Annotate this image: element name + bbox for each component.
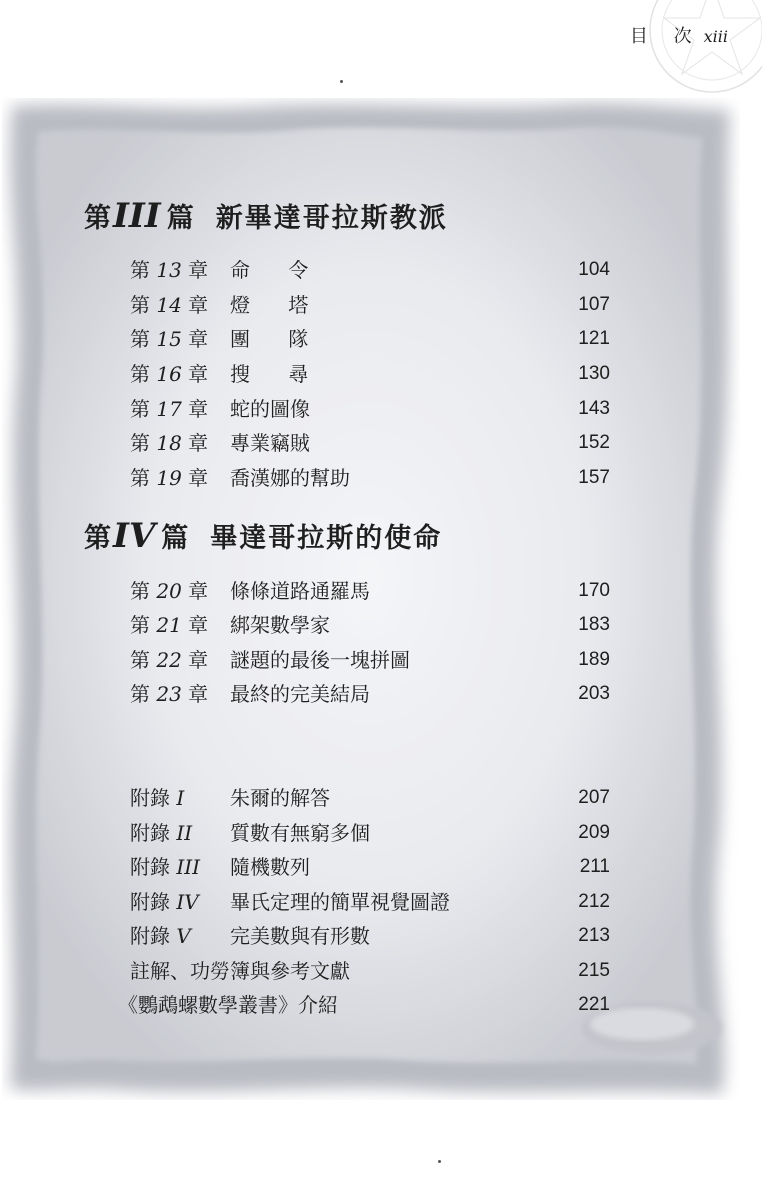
chapter-label: 第 21 章 [130,613,209,637]
toc-back-matter-entry[interactable] [130,956,610,986]
toc-chapter-entry[interactable] [130,394,610,424]
toc-appendix-entry[interactable] [130,887,610,917]
toc-appendix-entry[interactable] [130,783,610,813]
appendix-label: 附錄 I [130,786,185,810]
chapter-title: 條條道路通羅馬 [230,579,370,603]
scan-speck [438,1160,441,1163]
toc-chapter-entry[interactable] [130,610,610,640]
appendix-title: 完美數與有形數 [230,924,370,948]
part-suffix: 篇 [166,203,194,234]
toc-chapter-entry[interactable] [130,679,610,709]
toc-chapter-entry[interactable] [130,290,610,320]
chapter-title: 謎題的最後一塊拼圖 [230,648,410,672]
toc-appendix-entry[interactable] [130,921,610,951]
chapter-page-number: 157 [578,467,610,488]
chapter-label: 第 17 章 [130,397,209,421]
part-number: IV [113,516,156,556]
chapter-page-number: 130 [578,363,610,384]
appendix-page-number: 211 [579,856,610,877]
chapter-title: 蛇的圖像 [230,397,310,421]
appendix-page-number: 213 [578,925,610,946]
chapter-page-number: 143 [578,398,610,419]
chapter-label: 第 13 章 [130,258,209,282]
appendix-page-number: 207 [578,787,610,808]
chapter-page-number: 121 [578,328,610,349]
appendix-label: 附錄 II [130,821,193,845]
toc-chapter-entry[interactable] [130,255,610,285]
running-header-title: 目 次 [629,26,702,47]
appendix-page-number: 209 [578,822,610,843]
chapter-title: 綁架數學家 [230,613,330,637]
chapter-page-number: 189 [578,649,610,670]
chapter-title: 命 令 [230,258,325,282]
chapter-title: 最終的完美結局 [230,682,370,706]
scan-speck [340,80,343,83]
toc-chapter-entry[interactable] [130,324,610,354]
chapter-title: 喬漢娜的幫助 [230,466,350,490]
appendix-title: 隨機數列 [230,855,310,879]
seal-watermark-icon [642,0,762,100]
part-number: III [113,196,161,236]
back-matter-title: 註解、功勞簿與參考文獻 [130,959,350,983]
appendix-label: 附錄 V [130,924,191,948]
toc-chapter-entry[interactable] [130,428,610,458]
running-header [630,22,728,48]
chapter-title: 燈 塔 [230,293,325,317]
part-name: 新畢達哥拉斯教派 [215,203,448,234]
chapter-title: 專業竊賊 [230,431,310,455]
appendix-title: 質數有無窮多個 [230,821,370,845]
chapter-label: 第 22 章 [130,648,209,672]
back-matter-page-number: 221 [578,994,610,1015]
toc-chapter-entry[interactable] [130,576,610,606]
back-matter-page-number: 215 [578,960,610,981]
chapter-page-number: 170 [578,580,610,601]
part-title [84,196,448,236]
chapter-label: 第 15 章 [130,327,209,351]
appendix-label: 附錄 III [130,855,201,879]
part-prefix: 第 [84,203,111,234]
toc-chapter-entry[interactable] [130,359,610,389]
part-name: 畢達哥拉斯的使命 [210,523,443,554]
running-header-page-number: xiii [703,27,728,46]
chapter-title: 團 隊 [230,327,325,351]
part-prefix: 第 [84,523,111,554]
toc-back-matter-entry[interactable] [118,990,610,1020]
chapter-label: 第 16 章 [130,362,209,386]
chapter-label: 第 18 章 [130,431,209,455]
chapter-page-number: 152 [578,432,610,453]
part-title [84,516,442,556]
back-matter-title: 《鸚鵡螺數學叢書》介紹 [118,993,338,1017]
appendix-title: 朱爾的解答 [230,786,330,810]
toc-appendix-entry[interactable] [130,852,610,882]
chapter-page-number: 203 [578,683,610,704]
chapter-label: 第 20 章 [130,579,209,603]
chapter-label: 第 23 章 [130,682,209,706]
chapter-page-number: 107 [578,294,610,315]
chapter-label: 第 19 章 [130,466,209,490]
part-suffix: 篇 [161,523,189,554]
toc-chapter-entry[interactable] [130,463,610,493]
chapter-title: 搜 尋 [230,362,325,386]
appendix-label: 附錄 IV [130,890,199,914]
toc-chapter-entry[interactable] [130,645,610,675]
toc-appendix-entry[interactable] [130,818,610,848]
appendix-title: 畢氏定理的簡單視覺圖證 [230,890,450,914]
chapter-page-number: 104 [578,259,610,280]
chapter-page-number: 183 [578,614,610,635]
appendix-page-number: 212 [578,891,610,912]
chapter-label: 第 14 章 [130,293,209,317]
